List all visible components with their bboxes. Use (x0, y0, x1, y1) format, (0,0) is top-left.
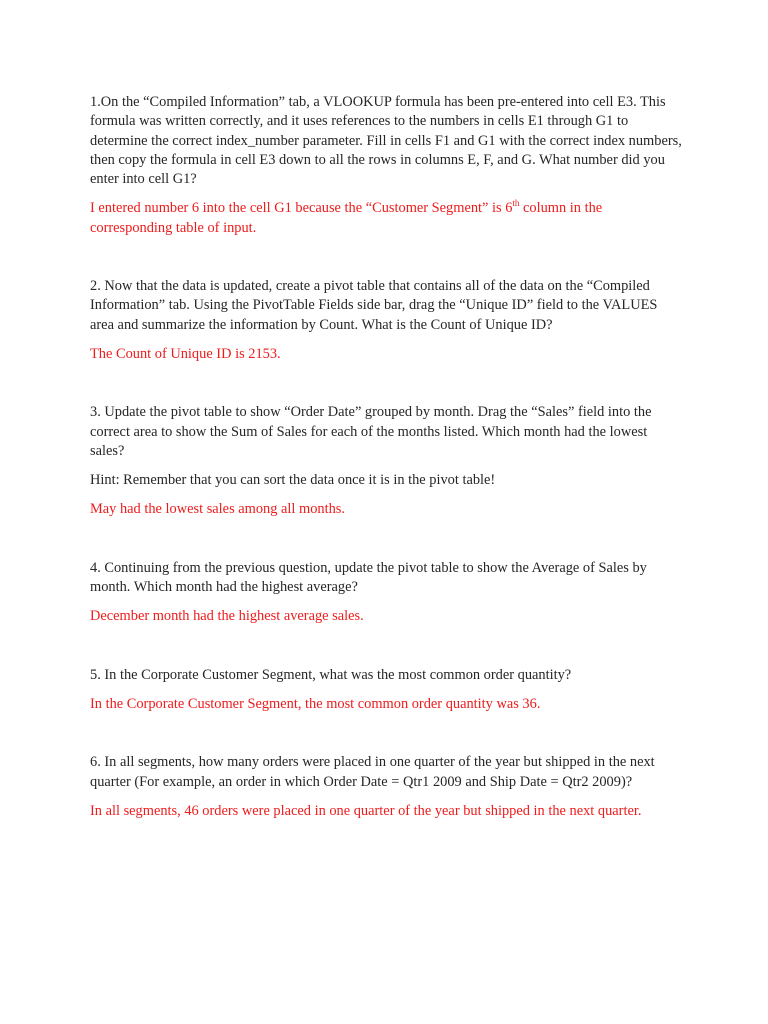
spacer (90, 714, 682, 753)
qa-item-1 (90, 93, 682, 238)
qa-item-3 (90, 403, 682, 519)
answer-6: In all segments, 46 orders were placed in one quarter of the year but shipped in the next quarter. (90, 802, 642, 819)
answer-1 (90, 199, 682, 238)
spacer (90, 364, 682, 403)
question-1: 1.On the “Compiled Information” tab, a VLOOKUP formula has been pre-entered into cell E3. This formula was written correctly, and it uses references to the numbers in cells E1 through G1 to determine the correct index_number parameter. Fill in cells F1 and G1 with the correct index numbers, then copy the formula in cell E3 down to all the rows in columns E, F, and G. What number did you enter into cell G1? (90, 94, 682, 188)
answer-1-text-start: I entered number 6 into the cell G1 because the “Customer Segment” is 6 (90, 200, 513, 217)
answer-4: December month had the highest average sales. (90, 608, 364, 625)
qa-item-5 (90, 666, 682, 715)
question-4: 4. Continuing from the previous question, update the pivot table to show the Average of Sales by month. Which month had the highest average? (90, 559, 647, 596)
answer-1-text-end: column in the corresponding table of input. (90, 200, 603, 236)
qa-item-6 (90, 753, 682, 821)
document-page (90, 93, 682, 821)
spacer (90, 520, 682, 559)
question-5: 5. In the Corporate Customer Segment, what was the most common order quantity? (90, 666, 572, 683)
spacer (90, 238, 682, 277)
qa-item-2 (90, 277, 682, 364)
question-3: 3. Update the pivot table to show “Order Date” grouped by month. Drag the “Sales” field into the correct area to show the Sum of Sales for each of the months listed. Which month had the lowest sales? (90, 404, 652, 459)
hint-3: Hint: Remember that you can sort the data once it is in the pivot table! (90, 472, 496, 489)
spacer (90, 627, 682, 666)
answer-1-superscript: th (512, 198, 520, 209)
answer-2: The Count of Unique ID is 2153. (90, 345, 281, 362)
question-2: 2. Now that the data is updated, create a pivot table that contains all of the data on the “Compiled Information” tab. Using the PivotTable Fields side bar, drag the “Unique ID” field to the VALUES area and summarize the information by Count. What is the Count of Unique ID? (90, 278, 658, 333)
answer-5: In the Corporate Customer Segment, the most common order quantity was 36. (90, 695, 541, 712)
question-6: 6. In all segments, how many orders were placed in one quarter of the year but shipped in the next quarter (For example, an order in which Order Date = Qtr1 2009 and Ship Date = Qtr2 2009)? (90, 754, 655, 790)
answer-3: May had the lowest sales among all months. (90, 501, 345, 518)
qa-item-4 (90, 559, 682, 627)
